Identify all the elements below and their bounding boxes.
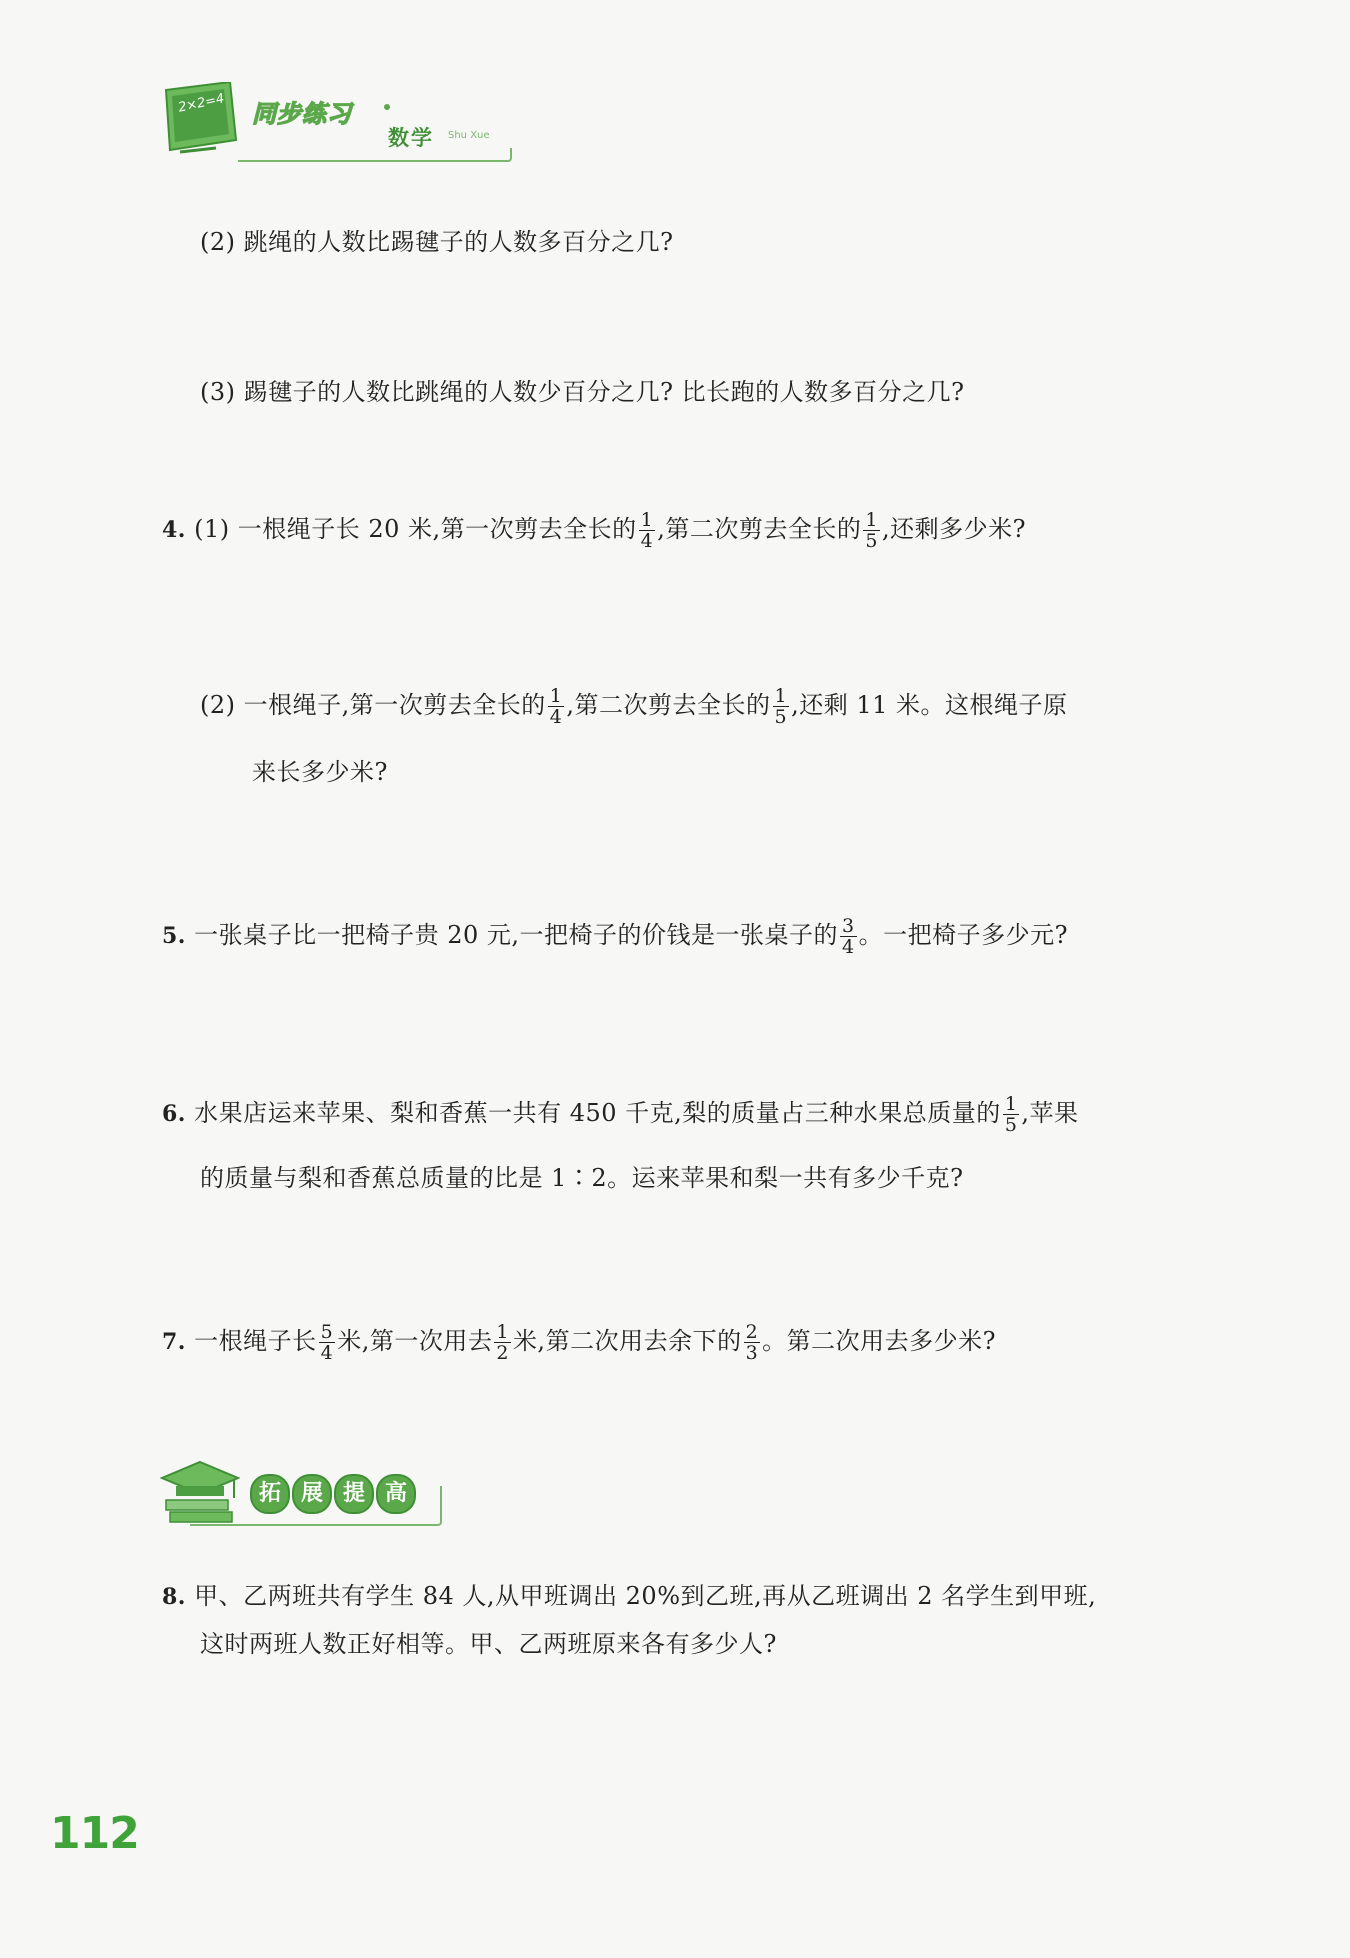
question-8-continued: 这时两班人数正好相等。甲、乙两班原来各有多少人? bbox=[200, 1630, 777, 1658]
fraction-numerator: 3 bbox=[842, 915, 855, 937]
fraction-denominator: 4 bbox=[640, 530, 654, 552]
fraction bbox=[548, 686, 565, 727]
series-title: 同步练习 bbox=[252, 100, 352, 128]
fraction-denominator: 5 bbox=[1004, 1114, 1018, 1136]
fraction-numerator: 1 bbox=[865, 509, 878, 531]
question-number: 7. bbox=[162, 1329, 186, 1355]
fraction-denominator: 4 bbox=[320, 1342, 334, 1364]
page-header bbox=[160, 70, 520, 170]
question-4-part-2-continued: 来长多少米? bbox=[252, 758, 388, 786]
chalkboard-icon bbox=[160, 82, 238, 156]
question-number: 6. bbox=[162, 1101, 186, 1127]
fraction-numerator: 5 bbox=[320, 1321, 334, 1343]
question-6 bbox=[162, 1094, 1079, 1135]
question-5 bbox=[162, 916, 1068, 957]
question-number: 5. bbox=[162, 923, 186, 949]
question-text: ,还剩 11 米。这根绳子原 bbox=[791, 691, 1068, 719]
question-text: 水果店运来苹果、梨和香蕉一共有 450 千克,梨的质量占三种水果总质量的 bbox=[194, 1099, 1001, 1127]
fraction bbox=[773, 686, 790, 727]
fraction-numerator: 2 bbox=[745, 1321, 759, 1343]
question-6-continued: 的质量与梨和香蕉总质量的比是 1∶2。运来苹果和梨一共有多少千克? bbox=[200, 1164, 964, 1192]
fraction-numerator: 1 bbox=[774, 685, 788, 707]
fraction-denominator: 3 bbox=[745, 1342, 759, 1364]
question-text: 米,第二次用去余下的 bbox=[512, 1327, 742, 1355]
title-dot bbox=[384, 104, 390, 110]
fraction-denominator: 4 bbox=[549, 706, 563, 728]
question-text: (2) 一根绳子,第一次剪去全长的 bbox=[200, 691, 546, 719]
question-text: 一根绳子长 bbox=[194, 1327, 317, 1355]
extension-char: 展 bbox=[292, 1474, 332, 1514]
fraction-numerator: 1 bbox=[496, 1321, 509, 1343]
fraction bbox=[863, 510, 880, 551]
question-text: ,第二次剪去全长的 bbox=[657, 515, 862, 543]
question-text: 一张桌子比一把椅子贵 20 元,一把椅子的价钱是一张桌子的 bbox=[194, 921, 839, 949]
fraction bbox=[840, 916, 857, 957]
fraction-denominator: 5 bbox=[774, 706, 788, 728]
fraction bbox=[744, 1322, 761, 1363]
extension-char: 提 bbox=[334, 1474, 374, 1514]
question-4-part-1 bbox=[162, 510, 1026, 551]
question-3-part-3: (3) 踢毽子的人数比跳绳的人数少百分之几? 比长跑的人数多百分之几? bbox=[200, 378, 965, 406]
question-number: 4. bbox=[162, 517, 186, 543]
question-text: ,第二次剪去全长的 bbox=[566, 691, 771, 719]
chalkboard-text: 2×2=4 bbox=[176, 91, 226, 116]
question-text: ,还剩多少米? bbox=[882, 515, 1026, 543]
question-text: 甲、乙两班共有学生 84 人,从甲班调出 20%到乙班,再从乙班调出 2 名学生到甲班, bbox=[194, 1582, 1097, 1610]
subject-pinyin: Shu Xue bbox=[448, 130, 490, 141]
subject-label: 数学 bbox=[388, 126, 434, 150]
header-underline bbox=[238, 148, 512, 162]
extension-char: 高 bbox=[376, 1474, 416, 1514]
fraction-denominator: 5 bbox=[865, 530, 878, 552]
extension-section-header bbox=[160, 1450, 450, 1540]
question-number: 8. bbox=[162, 1584, 186, 1610]
question-text: ,苹果 bbox=[1021, 1099, 1079, 1127]
question-4-part-2 bbox=[200, 686, 1068, 727]
question-text: 。第二次用去多少米? bbox=[762, 1327, 997, 1355]
page-number: 112 bbox=[50, 1808, 139, 1859]
fraction bbox=[639, 510, 656, 551]
question-text: (1) 一根绳子长 20 米,第一次剪去全长的 bbox=[194, 515, 637, 543]
fraction-numerator: 1 bbox=[1004, 1093, 1018, 1115]
extension-char: 拓 bbox=[250, 1474, 290, 1514]
fraction bbox=[319, 1322, 336, 1363]
fraction-numerator: 1 bbox=[549, 685, 563, 707]
question-3-part-2: (2) 跳绳的人数比踢毽子的人数多百分之几? bbox=[200, 228, 674, 256]
question-8 bbox=[162, 1578, 1096, 1615]
question-text: 米,第一次用去 bbox=[337, 1327, 493, 1355]
fraction bbox=[1003, 1094, 1020, 1135]
fraction-numerator: 1 bbox=[640, 509, 654, 531]
question-text: 。一把椅子多少元? bbox=[858, 921, 1069, 949]
fraction-denominator: 4 bbox=[842, 936, 855, 958]
question-7 bbox=[162, 1322, 996, 1363]
fraction bbox=[494, 1322, 511, 1363]
fraction-denominator: 2 bbox=[496, 1342, 509, 1364]
